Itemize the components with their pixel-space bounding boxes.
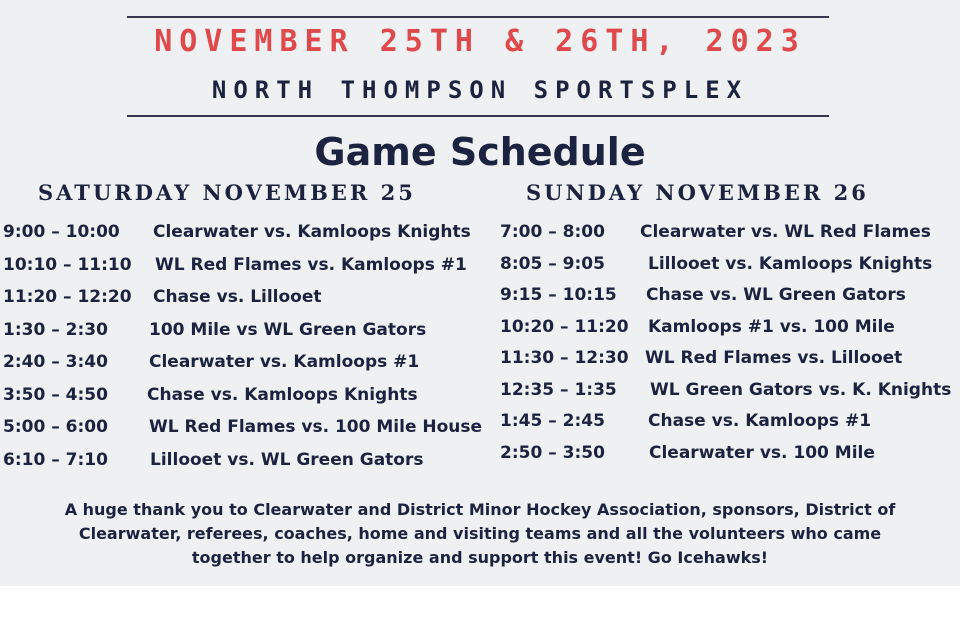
game-time: 12:35 – 1:35 (500, 379, 617, 400)
game-time: 11:20 – 12:20 (3, 287, 132, 307)
game-matchup: Chase vs. Lillooet (153, 287, 322, 307)
game-matchup: Lillooet vs. WL Green Gators (150, 449, 424, 470)
bottom-divider (127, 115, 829, 117)
game-time: 10:10 – 11:10 (3, 254, 132, 275)
game-time: 7:00 – 8:00 (500, 222, 605, 242)
game-matchup: Clearwater vs. 100 Mile (649, 442, 875, 463)
game-matchup: Clearwater vs. Kamloops #1 (149, 352, 420, 372)
game-matchup: WL Green Gators vs. K. Knights (650, 379, 952, 400)
page-title: Game Schedule (314, 130, 646, 174)
game-matchup: Chase vs. Kamloops Knights (147, 384, 418, 405)
game-matchup: Lillooet vs. Kamloops Knights (648, 253, 933, 274)
venue-name: NORTH THOMPSON SPORTSPLEX (211, 76, 749, 104)
game-time: 3:50 – 4:50 (3, 384, 108, 405)
game-time: 6:10 – 7:10 (3, 449, 108, 470)
top-divider (127, 16, 829, 18)
game-time: 5:00 – 6:00 (3, 417, 108, 437)
game-matchup: WL Red Flames vs. Lillooet (645, 348, 903, 368)
game-matchup: WL Red Flames vs. 100 Mile House (149, 417, 483, 437)
game-time: 2:40 – 3:40 (3, 352, 108, 372)
game-time: 11:30 – 12:30 (500, 348, 629, 368)
game-time: 8:05 – 9:05 (500, 253, 605, 274)
sunday-heading: SUNDAY NOVEMBER 26 (526, 180, 869, 205)
game-matchup: Clearwater vs. WL Red Flames (640, 222, 931, 242)
game-time: 10:20 – 11:20 (500, 316, 629, 337)
game-time: 9:00 – 10:00 (3, 222, 120, 242)
saturday-heading: SATURDAY NOVEMBER 25 (38, 180, 416, 205)
game-time: 1:45 – 2:45 (500, 411, 605, 431)
game-time: 1:30 – 2:30 (3, 319, 108, 340)
game-matchup: 100 Mile vs WL Green Gators (149, 319, 427, 340)
game-matchup: Chase vs. Kamloops #1 (648, 411, 872, 431)
game-matchup: Chase vs. WL Green Gators (646, 285, 906, 305)
game-matchup: WL Red Flames vs. Kamloops #1 (155, 254, 467, 275)
game-time: 2:50 – 3:50 (500, 442, 605, 463)
game-matchup: Clearwater vs. Kamloops Knights (153, 222, 471, 242)
game-time: 9:15 – 10:15 (500, 285, 617, 305)
game-matchup: Kamloops #1 vs. 100 Mile (648, 316, 895, 337)
event-dates: NOVEMBER 25TH & 26TH, 2023 (154, 24, 806, 59)
thank-you-message: A huge thank you to Clearwater and District Minor Hockey Association, sponsors, District of Clearwater, referees, coaches, home and visiting teams and all the volunteers who came together to help organize and support this event! Go Icehawks! (64, 500, 896, 567)
